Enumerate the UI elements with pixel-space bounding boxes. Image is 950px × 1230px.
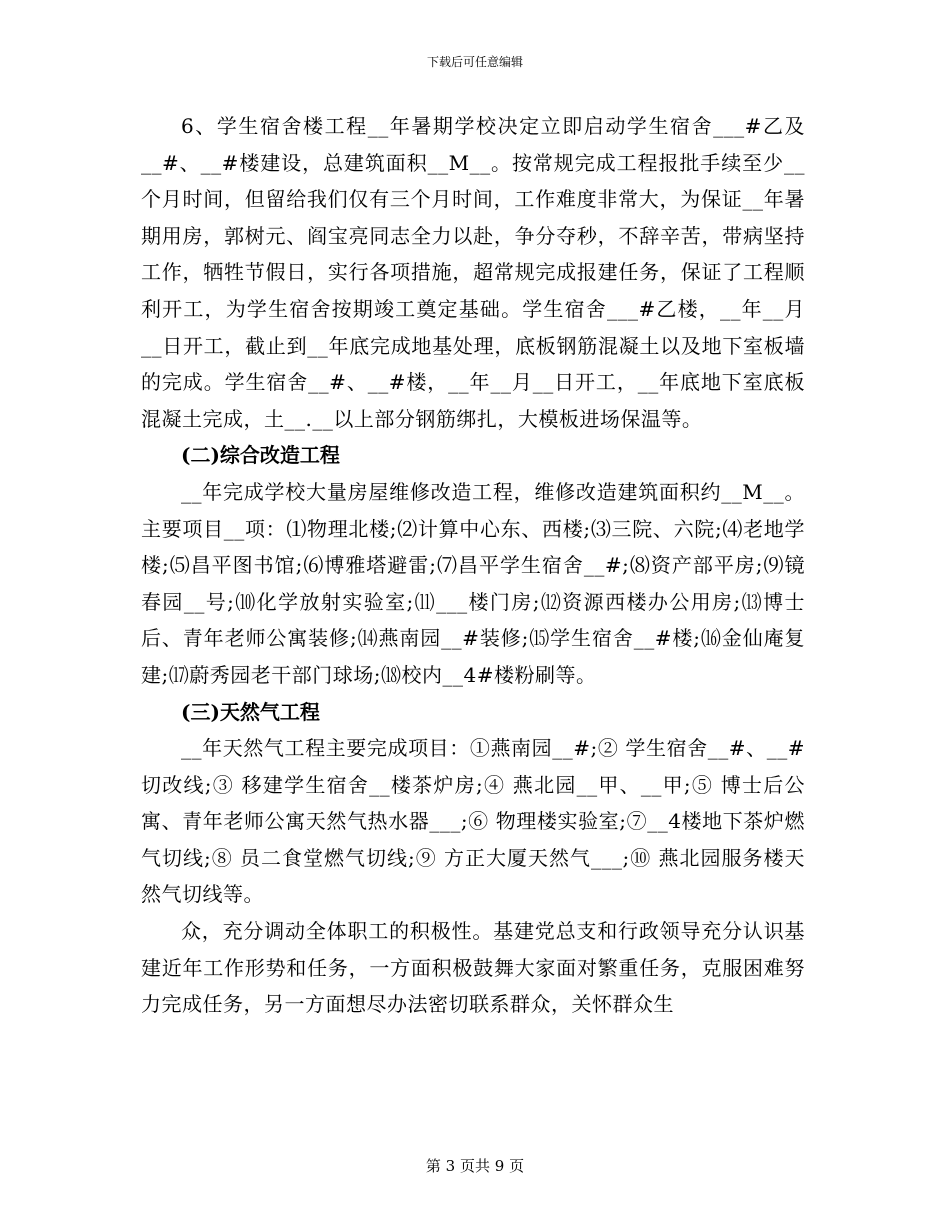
page-header: 下载后可任意编辑 bbox=[426, 55, 523, 69]
document-body bbox=[141, 108, 805, 1023]
paragraph-dormitory-project: 6、学生宿舍楼工程__年暑期学校决定立即启动学生宿舍___#乙及__#、__#楼建设，总建筑面积__M__。按常规完成工程报批手续至少__个月时间，但留给我们仅有三个月时间，工作难度非常大，为保证__年暑期用房，郭树元、阎宝亮同志全力以赴，争分夺秒，不辞辛苦，带病坚持工作，牺牲节假日，实行各项措施，超常规完成报建任务，保证了工程顺利开工，为学生宿舍按期竣工奠定基础。学生宿舍___#乙楼，__年__月__日开工，截止到__年底完成地基处理，底板钢筋混凝土以及地下室板墙的完成。学生宿舍__#、__#楼，__年__月__日开工，__年底地下室底板混凝土完成，土__.__以上部分钢筋绑扎，大模板进场保温等。 bbox=[141, 114, 805, 431]
section-heading-renovation: (二)综合改造工程 bbox=[181, 443, 340, 468]
page-number: 第 3 页共 9 页 bbox=[425, 1157, 525, 1175]
paragraph-staff-mobilization: 众，充分调动全体职工的积极性。基建党总支和行政领导充分认识基建近年工作形势和任务，一方面积极鼓舞大家面对繁重任务，克服困难努力完成任务，另一方面想尽办法密切联系群众，关怀群众生 bbox=[141, 919, 805, 1017]
section-heading-natural-gas: (三)天然气工程 bbox=[181, 699, 320, 724]
paragraph-renovation-project: __年完成学校大量房屋维修改造工程，维修改造建筑面积约__M__。主要项目__项：⑴物理北楼;⑵计算中心东、西楼;⑶三院、六院;⑷老地学楼;⑸昌平图书馆;⑹博雅塔避雷;⑺昌平学生宿舍__#;⑻资产部平房;⑼镜春园__号;⑽化学放射实验室;⑾___楼门房;⑿资源西楼办公用房;⒀博士后、青年老师公寓装修;⒁燕南园__#装修;⒂学生宿舍__#楼;⒃金仙庵复建;⒄蔚秀园老干部门球场;⒅校内__4#楼粉刷等。 bbox=[141, 479, 805, 687]
paragraph-natural-gas-project: __年天然气工程主要完成项目：①燕南园__#;② 学生宿舍__#、__#切改线;③ 移建学生宿舍__楼茶炉房;④ 燕北园__甲、__甲;⑤ 博士后公寓、青年老师公寓天然气热水器___;⑥ 物理楼实验室;⑦__4楼地下茶炉燃气切线;⑧ 员二食堂燃气切线;⑨ 方正大厦天然气___;⑩ 燕北园服务楼天然气切线等。 bbox=[141, 736, 805, 907]
